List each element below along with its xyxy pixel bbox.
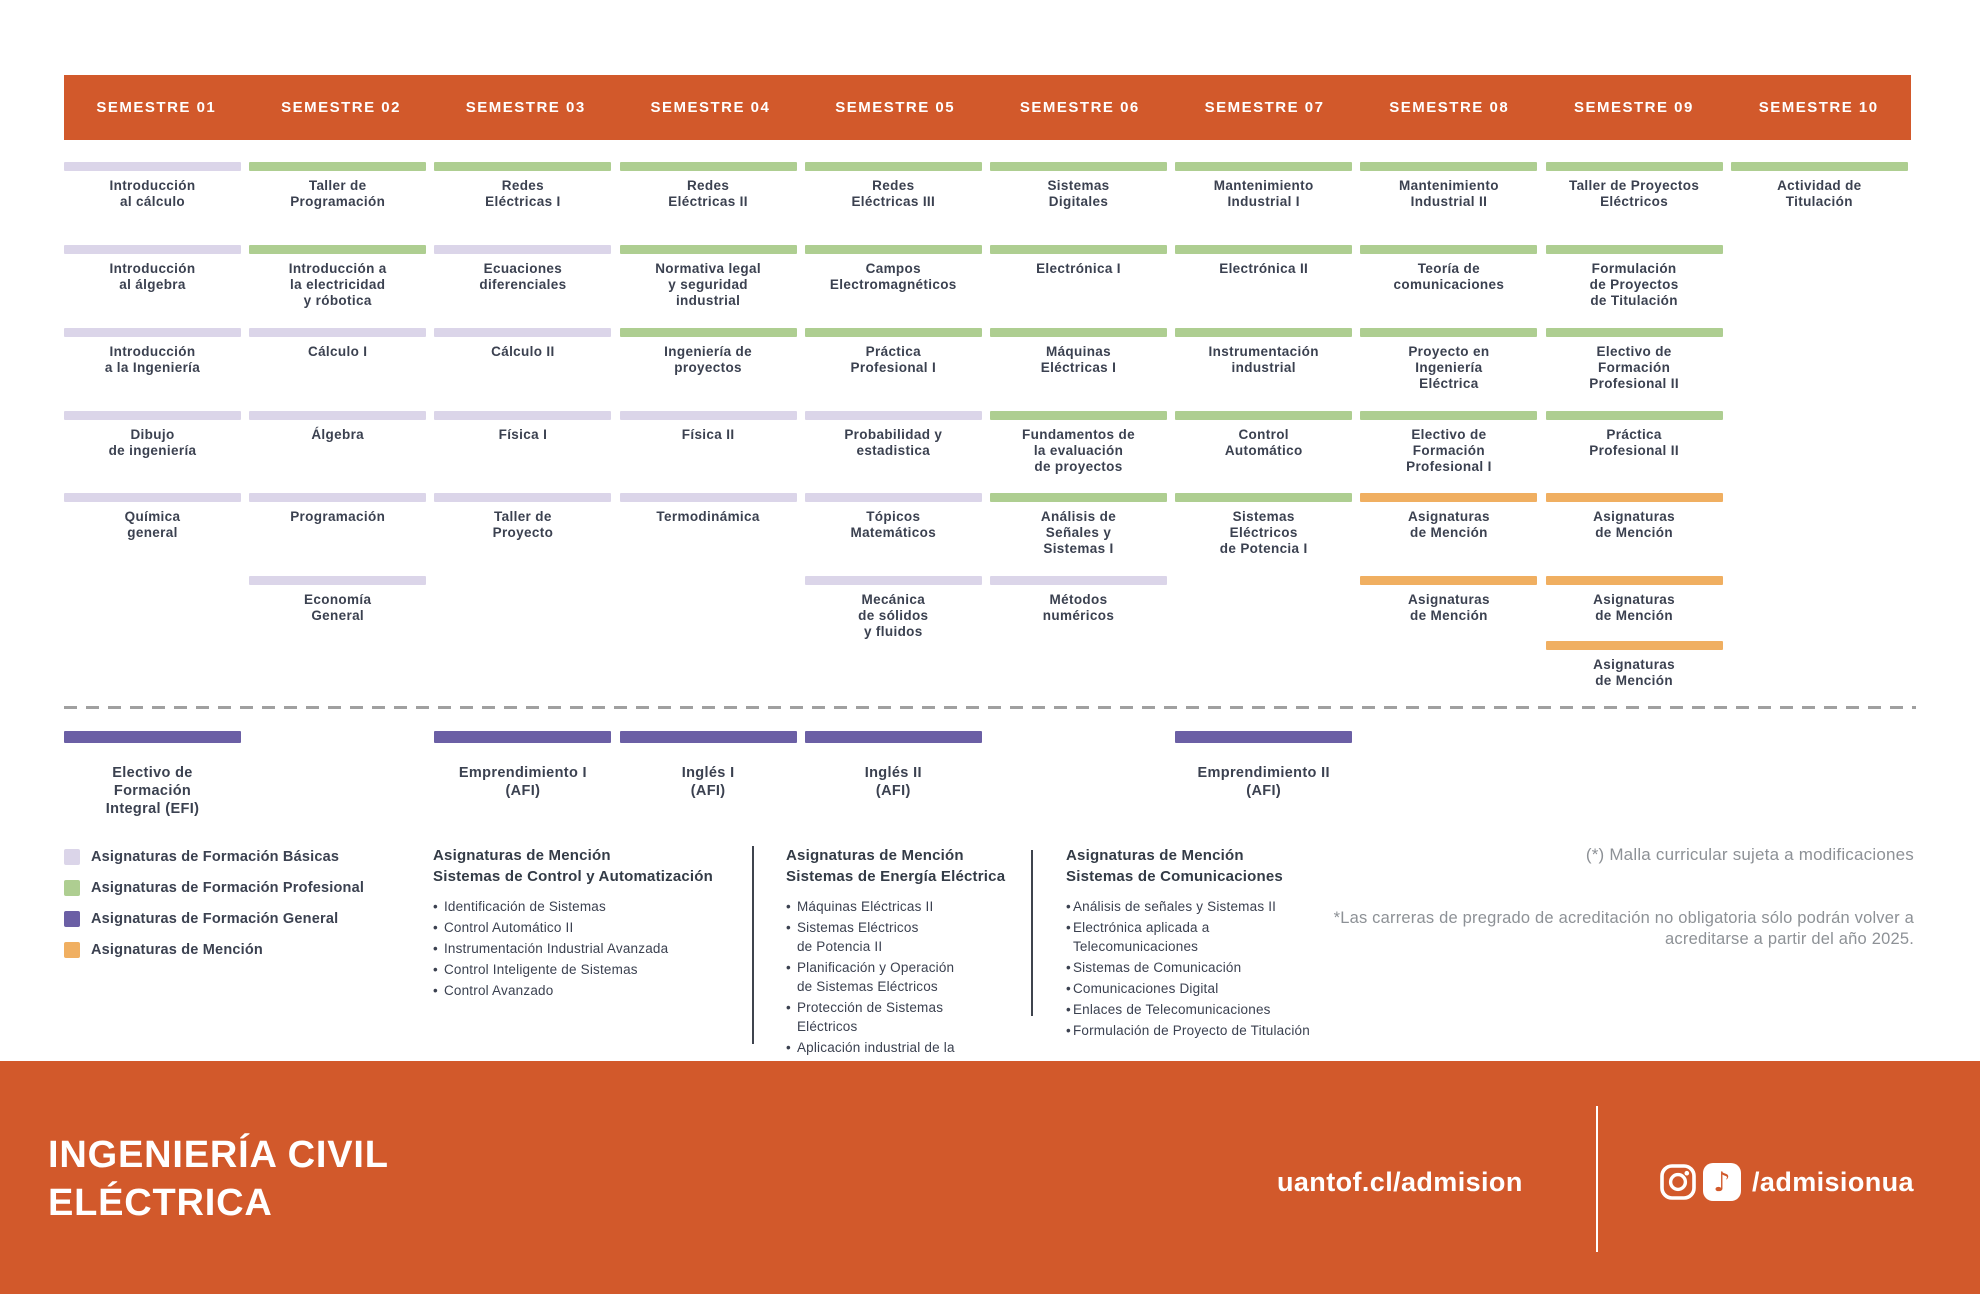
course-card (249, 493, 426, 525)
mention-list-title: Asignaturas de Mención Sistemas de Energía Eléctrica (786, 847, 1006, 885)
course-title: Fundamentos de la evaluación de proyectos (1022, 427, 1135, 474)
course-card (990, 493, 1167, 557)
mention-course-item: • Control Inteligente de Sistemas (433, 962, 638, 977)
mention-course-item: • Enlaces de Telecomunicaciones (1066, 1002, 1271, 1017)
course-category-bar (1546, 411, 1723, 420)
mention-list (786, 845, 1005, 1078)
semester-label: SEMESTRE 01 (96, 99, 217, 116)
course-title: Ingeniería de proyectos (664, 344, 752, 375)
course-title: Control Automático (1224, 427, 1303, 458)
course-card (1360, 162, 1537, 210)
course-card (1546, 576, 1723, 624)
course-category-bar (805, 328, 982, 337)
course-category-bar (1175, 411, 1352, 420)
course-category-bar (434, 162, 611, 171)
course-title: Cálculo I (307, 344, 368, 359)
mention-course-list (433, 897, 713, 1000)
course-title: Práctica Profesional II (1589, 427, 1679, 458)
course-category-bar (805, 245, 982, 254)
mention-divider-1 (752, 846, 754, 1044)
course-title: Teoría de comunicaciones (1393, 261, 1505, 292)
mention-course-item: • Planificación y Operación de Sistemas Eléctricos (786, 960, 955, 994)
course-category-bar (64, 731, 241, 743)
course-category-bar (1546, 328, 1723, 337)
course-title: Introducción al álgebra (109, 261, 196, 292)
course-category-bar (249, 328, 426, 337)
course-card (249, 328, 426, 360)
semester-label: SEMESTRE 03 (465, 99, 586, 116)
course-category-bar (620, 411, 797, 420)
semester-label: SEMESTRE 10 (1758, 99, 1879, 116)
legend-item (64, 849, 339, 865)
course-title: Electivo de Formación Integral (EFI) (105, 765, 200, 817)
course-category-bar (990, 493, 1167, 502)
admission-url: uantof.cl/admision (1277, 1167, 1523, 1197)
course-category-bar (1731, 162, 1908, 171)
course-category-bar (434, 731, 611, 743)
course-title: Introducción a la electricidad y róbotica (288, 261, 387, 308)
course-title: Sistemas Digitales (1047, 178, 1110, 209)
course-title: Mantenimiento Industrial II (1398, 178, 1499, 209)
course-title: Asignaturas de Mención (1593, 592, 1676, 623)
course-title: Álgebra (311, 427, 365, 442)
legend-label: Asignaturas de Formación Básicas (91, 849, 340, 865)
legend-label: Asignaturas de Formación General (91, 911, 339, 927)
course-title: Instrumentación industrial (1208, 344, 1319, 375)
course-title: Máquinas Eléctricas I (1040, 344, 1117, 375)
course-category-bar (249, 162, 426, 171)
course-card (1175, 411, 1352, 459)
course-title: Redes Eléctricas II (668, 178, 748, 209)
mention-course-item: • Protección de Sistemas Eléctricos (786, 1000, 944, 1034)
course-card (990, 328, 1167, 376)
course-card (1360, 245, 1537, 293)
course-category-bar (1360, 576, 1537, 585)
course-category-bar (620, 731, 797, 743)
course-title: Formulación de Proyectos de Titulación (1589, 261, 1679, 308)
course-category-bar (64, 411, 241, 420)
semester-label: SEMESTRE 08 (1389, 99, 1510, 116)
course-title: Programación (290, 509, 386, 524)
mention-list-title: Asignaturas de Mención Sistemas de Control y Automatización (433, 847, 714, 885)
course-title: Emprendimiento I (AFI) (458, 765, 587, 799)
mention-course-item: • Electrónica aplicada a Telecomunicaciones (1066, 920, 1210, 954)
footer-divider (1596, 1106, 1598, 1252)
legend-label: Asignaturas de Mención (91, 942, 263, 958)
dashed-separator (64, 706, 1916, 709)
mention-course-item: • Formulación de Proyecto de Titulación (1066, 1023, 1310, 1038)
course-category-bar (1175, 162, 1352, 171)
course-card (805, 411, 982, 459)
legend-item (64, 911, 338, 927)
course-card (990, 162, 1167, 210)
course-card (1360, 411, 1537, 475)
course-card (1175, 493, 1352, 557)
course-card (620, 162, 797, 210)
afi-course-card (805, 731, 982, 800)
course-category-bar (1546, 641, 1723, 650)
course-category-bar (1360, 245, 1537, 254)
mention-course-item: • Sistemas Eléctricos de Potencia II (786, 920, 919, 954)
tiktok-note-glyph: ♪ (1713, 1166, 1731, 1198)
mention-list-title: Asignaturas de Mención Sistemas de Comunicaciones (1066, 847, 1283, 885)
course-category-bar (1175, 328, 1352, 337)
course-card (1546, 493, 1723, 541)
legend-swatch-profesional (64, 880, 80, 896)
course-card (249, 245, 426, 309)
course-card (620, 493, 797, 525)
course-category-bar (805, 731, 982, 743)
course-title: Electrónica II (1219, 261, 1309, 276)
course-card (1546, 245, 1723, 309)
course-card (805, 162, 982, 210)
course-card (64, 162, 241, 210)
course-card (249, 411, 426, 443)
course-title: Física I (498, 427, 548, 442)
mention-course-item: • Análisis de señales y Sistemas II (1066, 899, 1277, 914)
course-title: Electrónica I (1036, 261, 1121, 276)
course-title: Asignaturas de Mención (1593, 509, 1676, 540)
course-title: Probabilidad y estadistica (844, 427, 943, 458)
mention-course-item: • Identificación de Sistemas (433, 899, 606, 914)
note-modifications: (*) Malla curricular sujeta a modificaciones (1585, 845, 1914, 864)
course-title: Introducción a la Ingeniería (104, 344, 201, 375)
course-category-bar (249, 245, 426, 254)
instagram-icon (1659, 1163, 1697, 1206)
program-title (48, 1131, 389, 1227)
course-card (1360, 493, 1537, 541)
course-title: Electivo de Formación Profesional II (1589, 344, 1679, 391)
legend-label: Asignaturas de Formación Profesional (91, 880, 365, 896)
course-category-bar (805, 493, 982, 502)
course-category-bar (434, 245, 611, 254)
course-card (434, 328, 611, 360)
course-card (805, 493, 982, 541)
course-category-bar (1546, 493, 1723, 502)
course-category-bar (249, 576, 426, 585)
semester-label: SEMESTRE 05 (835, 99, 956, 116)
course-title: Análisis de Señales y Sistemas I (1040, 509, 1117, 556)
course-card (434, 493, 611, 541)
course-category-bar (805, 576, 982, 585)
course-category-bar (434, 328, 611, 337)
course-card (1360, 576, 1537, 624)
course-title: Actividad de Titulación (1777, 178, 1862, 209)
afi-course-card (64, 731, 241, 818)
course-title: Inglés II (AFI) (864, 765, 922, 799)
course-title: Cálculo II (491, 344, 555, 359)
mention-course-item: • Sistemas de Comunicación (1066, 960, 1242, 975)
mention-course-item: • Aplicación industrial de la (786, 1040, 955, 1055)
course-category-bar (620, 328, 797, 337)
course-card (805, 328, 982, 376)
legend-swatch-mencion (64, 942, 80, 958)
course-title: Asignaturas de Mención (1407, 592, 1490, 623)
course-card (620, 245, 797, 309)
course-card (620, 411, 797, 443)
course-category-bar (1360, 328, 1537, 337)
course-title: Física II (681, 427, 735, 442)
afi-course-card (434, 731, 611, 800)
course-card (1175, 328, 1352, 376)
course-category-bar (64, 493, 241, 502)
course-title: Emprendimiento II (AFI) (1197, 765, 1330, 799)
course-card (1546, 162, 1723, 210)
course-category-bar (1175, 493, 1352, 502)
course-category-bar (64, 162, 241, 171)
afi-course-card (1175, 731, 1352, 800)
course-card (1360, 328, 1537, 392)
legend-swatch-basica (64, 849, 80, 865)
course-card (249, 576, 426, 624)
course-card (249, 162, 426, 210)
course-title: Campos Electromagnéticos (829, 261, 957, 292)
course-title: Economía General (304, 592, 372, 623)
course-card (1731, 162, 1908, 210)
course-card (990, 245, 1167, 277)
course-category-bar (1546, 162, 1723, 171)
course-category-bar (434, 493, 611, 502)
course-category-bar (249, 493, 426, 502)
course-card (805, 576, 982, 640)
course-category-bar (990, 162, 1167, 171)
semester-label: SEMESTRE 07 (1204, 99, 1325, 116)
course-title: Termodinámica (656, 509, 760, 524)
course-card (1175, 245, 1352, 277)
course-card (64, 245, 241, 293)
course-card (990, 576, 1167, 624)
course-category-bar (620, 162, 797, 171)
afi-course-card (620, 731, 797, 800)
social-handle: /admisionua (1752, 1167, 1914, 1197)
course-title: Taller de Proyectos Eléctricos (1568, 178, 1700, 209)
course-card (1175, 162, 1352, 210)
course-title: Práctica Profesional I (850, 344, 937, 375)
course-category-bar (1360, 411, 1537, 420)
course-category-bar (1175, 731, 1352, 743)
mention-course-item: • Instrumentación Industrial Avanzada (433, 941, 669, 956)
course-title: Asignaturas de Mención (1593, 657, 1676, 688)
course-category-bar (249, 411, 426, 420)
course-title: Mecánica de sólidos y fluidos (858, 592, 929, 639)
course-category-bar (990, 411, 1167, 420)
course-title: Proyecto en Ingeniería Eléctrica (1408, 344, 1490, 391)
legend-item (64, 880, 364, 896)
course-card (1546, 328, 1723, 392)
mention-course-item: • Control Avanzado (433, 983, 554, 998)
course-title: Introducción al cálculo (109, 178, 196, 209)
mention-list (433, 845, 713, 1002)
course-title: Inglés I (AFI) (681, 765, 735, 799)
course-title: Sistemas Eléctricos de Potencia I (1219, 509, 1308, 556)
mention-course-item: • Control Automático II (433, 920, 574, 935)
course-card (1546, 641, 1723, 689)
course-category-bar (990, 328, 1167, 337)
note-accreditation: *Las carreras de pregrado de acreditación no obligatoria sólo podrán volver a acreditarse a partir del año 2025. (1333, 909, 1914, 948)
course-title: Química general (124, 509, 181, 540)
semester-label: SEMESTRE 06 (1019, 99, 1140, 116)
course-title: Normativa legal y seguridad industrial (655, 261, 761, 308)
course-title: Redes Eléctricas I (485, 178, 561, 209)
course-category-bar (434, 411, 611, 420)
course-category-bar (1360, 162, 1537, 171)
course-title: Mantenimiento Industrial I (1213, 178, 1314, 209)
tiktok-icon (1703, 1163, 1741, 1201)
course-category-bar (990, 245, 1167, 254)
mention-course-list (786, 897, 1005, 1076)
course-card (620, 328, 797, 376)
semester-label: SEMESTRE 04 (650, 99, 771, 116)
course-category-bar (620, 245, 797, 254)
footer-band (0, 1061, 1980, 1294)
course-card (1546, 411, 1723, 459)
course-card (990, 411, 1167, 475)
program-title-line1: INGENIERÍA CIVIL (48, 1134, 389, 1176)
course-category-bar (990, 576, 1167, 585)
course-category-bar (1175, 245, 1352, 254)
course-card (64, 411, 241, 459)
course-title: Asignaturas de Mención (1407, 509, 1490, 540)
legend-swatch-general (64, 911, 80, 927)
course-title: Tópicos Matemáticos (850, 509, 937, 540)
course-card (64, 328, 241, 376)
course-title: Taller de Programación (290, 178, 386, 209)
course-card (805, 245, 982, 293)
course-category-bar (64, 245, 241, 254)
semester-label: SEMESTRE 02 (281, 99, 401, 116)
course-card (434, 162, 611, 210)
course-card (434, 245, 611, 293)
course-title: Electivo de Formación Profesional I (1406, 427, 1492, 474)
course-title: Dibujo de ingeniería (108, 427, 197, 458)
course-card (64, 493, 241, 541)
course-title: Ecuaciones diferenciales (479, 261, 567, 292)
course-card (434, 411, 611, 443)
mention-course-item: • Máquinas Eléctricas II (786, 899, 934, 914)
course-category-bar (64, 328, 241, 337)
mention-divider-2 (1031, 850, 1033, 1016)
course-category-bar (1546, 245, 1723, 254)
course-category-bar (805, 162, 982, 171)
course-title: Taller de Proyecto (492, 509, 554, 540)
semester-label: SEMESTRE 09 (1574, 99, 1694, 116)
course-category-bar (1360, 493, 1537, 502)
mention-course-item: • Comunicaciones Digital (1066, 981, 1219, 996)
course-category-bar (620, 493, 797, 502)
course-category-bar (805, 411, 982, 420)
course-title: Redes Eléctricas III (851, 178, 936, 209)
program-title-line2: ELÉCTRICA (48, 1182, 273, 1224)
course-category-bar (1546, 576, 1723, 585)
course-title: Métodos numéricos (1042, 592, 1115, 623)
legend-item (64, 942, 263, 958)
